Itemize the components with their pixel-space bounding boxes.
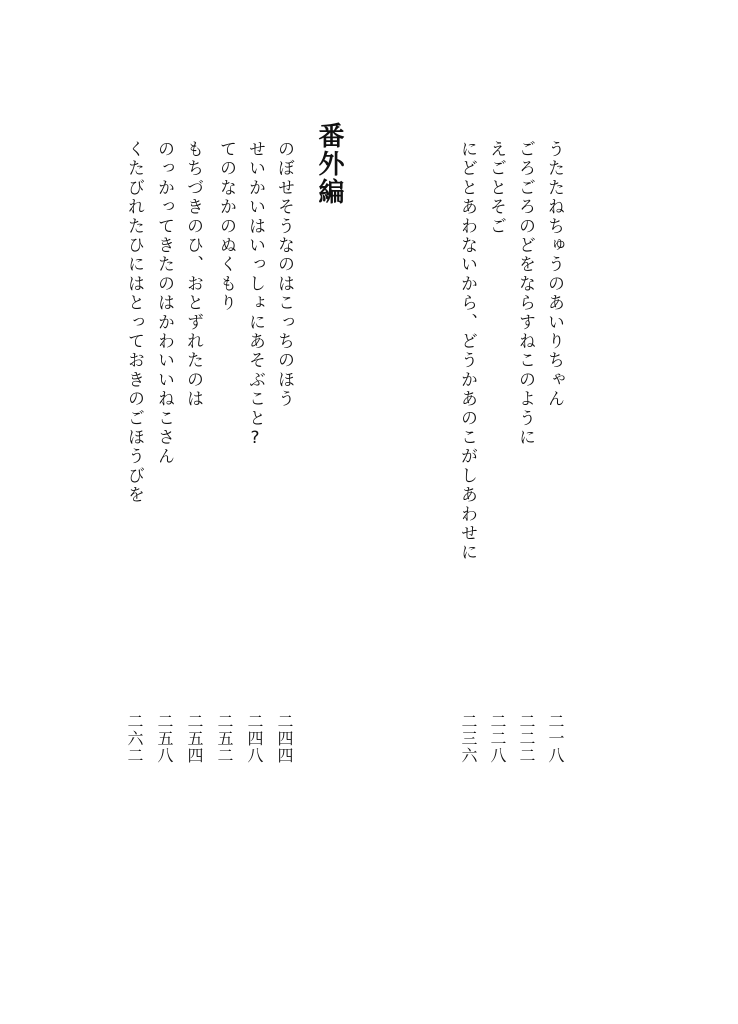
toc-entry-10[interactable]: くたびれたひにはとっておきのごほうびを <box>124 140 144 505</box>
toc-entry-1[interactable]: うたたねちゅうのあいりちゃん <box>544 140 564 409</box>
toc-entry-9[interactable]: のっかってきたのはかわいいねこさん <box>154 140 174 467</box>
toc-entry-6[interactable]: せいかいはいっしょにあそぶこと? <box>245 140 265 451</box>
page-number-9: 二五八 <box>155 713 174 764</box>
section-title-bangaihen: 番外編 <box>314 122 344 206</box>
page-number-10: 二六二 <box>125 713 144 764</box>
toc-entry-7[interactable]: てのなかのぬくもり <box>216 140 236 313</box>
toc-entry-5[interactable]: のぼせそうなのはこっちのほう <box>274 140 294 409</box>
page-number-8: 二五四 <box>185 713 204 764</box>
page-number-7: 二五二 <box>215 713 234 764</box>
page-number-3: 二二八 <box>488 713 507 764</box>
toc-entry-3[interactable]: えごとそご <box>486 140 506 236</box>
toc-entry-8[interactable]: もちづきのひ、おとずれたのは <box>183 140 203 409</box>
page-number-1: 二一八 <box>546 713 565 764</box>
toc-entry-2[interactable]: ごろごろのどをならすねこのように <box>515 140 535 448</box>
page-number-2: 二二二 <box>517 713 536 764</box>
toc-entry-4[interactable]: にどとあわないから、どうかあのこがしあわせに <box>457 140 477 563</box>
page-number-5: 二四四 <box>275 713 294 764</box>
page-number-6: 二四八 <box>245 713 264 764</box>
page-number-4: 二三六 <box>459 713 478 764</box>
